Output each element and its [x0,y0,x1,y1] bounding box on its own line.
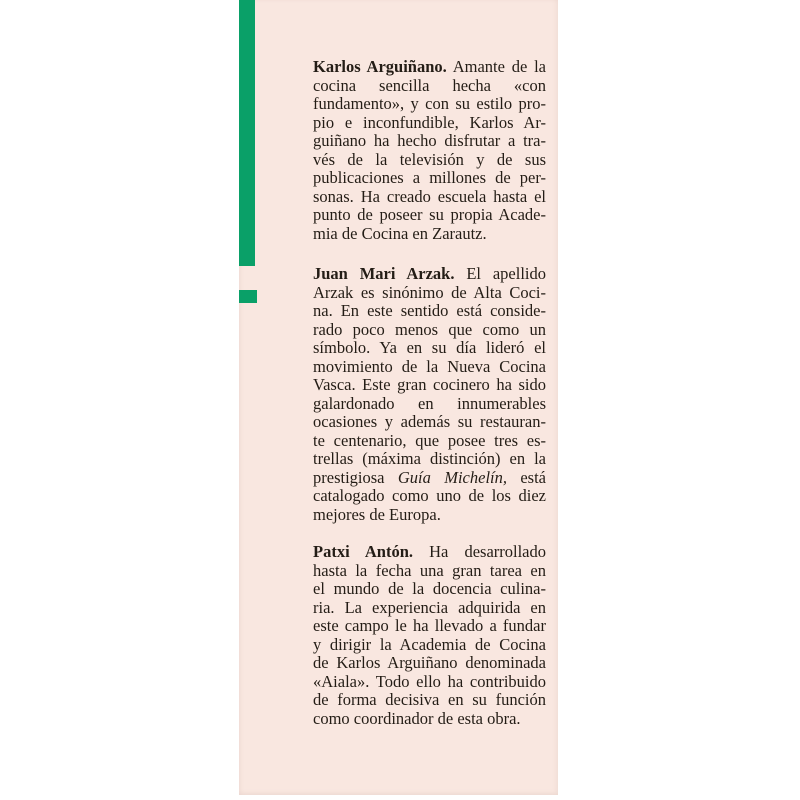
text-line: catalogado como uno de los diez [313,486,546,505]
text-line: galardonado en innumerables [313,393,546,413]
text-line: ocasiones y además su restauran- [313,412,546,431]
bio-name: Juan Mari Arzak. [313,264,455,283]
text-line: Vasca. Este gran cocinero ha sido [313,375,546,394]
text-line: este campo le ha llevado a fundar [313,616,546,635]
flap-accent-bar [239,0,255,266]
text-line: el mundo de la docencia culina- [313,579,546,598]
text-line: «Aiala». Todo ello ha contribuido [313,671,546,691]
text-line: hasta la fecha una gran tarea en [313,560,546,580]
text-line: mia de Cocina en Zarautz. [313,223,487,243]
text-line: mejores de Europa. [313,504,441,524]
text-line: Karlos Arguiñano. Amante de la [313,57,547,76]
text-line-italic: prestigiosa Guía Michelín, está [313,467,546,487]
bio-text-column [313,58,546,728]
book-flap [239,0,558,795]
text-line: vés de la televisión y de sus [313,149,546,169]
text-line: rado poco menos que como un [313,319,546,339]
flap-accent-tab [239,290,257,303]
text-line: punto de poseer su propia Acade- [313,205,546,224]
text-line: publicaciones a millones de per- [313,168,546,187]
text-line: de forma decisiva en su función [313,690,546,709]
bio-juan-mari-arzak [313,265,546,524]
text-line: Patxi Antón. Ha desarrollado [313,542,547,561]
text-line: Juan Mari Arzak. El apellido [313,264,546,283]
text-line: guiñano ha hecho disfrutar a tra- [313,131,546,150]
text-line: te centenario, que posee tres es- [313,430,546,450]
bio-name: Patxi Antón. [313,542,413,561]
text-line: y dirigir la Academia de Cocina [313,634,546,654]
text-line: símbolo. Ya en su día lideró el [313,338,546,357]
text-line: como coordinador de esta obra. [313,708,521,728]
text-line: cocina sencilla hecha «con [313,75,546,95]
text-line: fundamento», y con su estilo pro- [313,94,546,113]
bio-patxi-anton [313,543,546,728]
text-line: sonas. Ha creado escuela hasta el [313,186,546,206]
bio-karlos-arguinano [313,58,546,243]
text-line: movimiento de la Nueva Cocina [313,356,546,376]
text-line: na. En este sentido está conside- [313,301,546,320]
text-line: ria. La experiencia adquirida en [313,597,546,617]
text-line: de Karlos Arguiñano denominada [313,653,546,672]
text-line: pio e inconfundible, Karlos Ar- [313,112,546,132]
text-line: Arzak es sinónimo de Alta Coci- [313,282,546,302]
italic-guide-title: Guía Michelín, [397,467,507,487]
bio-name: Karlos Arguiñano. [313,57,447,76]
text-line: trellas (máxima distinción) en la [313,449,546,468]
